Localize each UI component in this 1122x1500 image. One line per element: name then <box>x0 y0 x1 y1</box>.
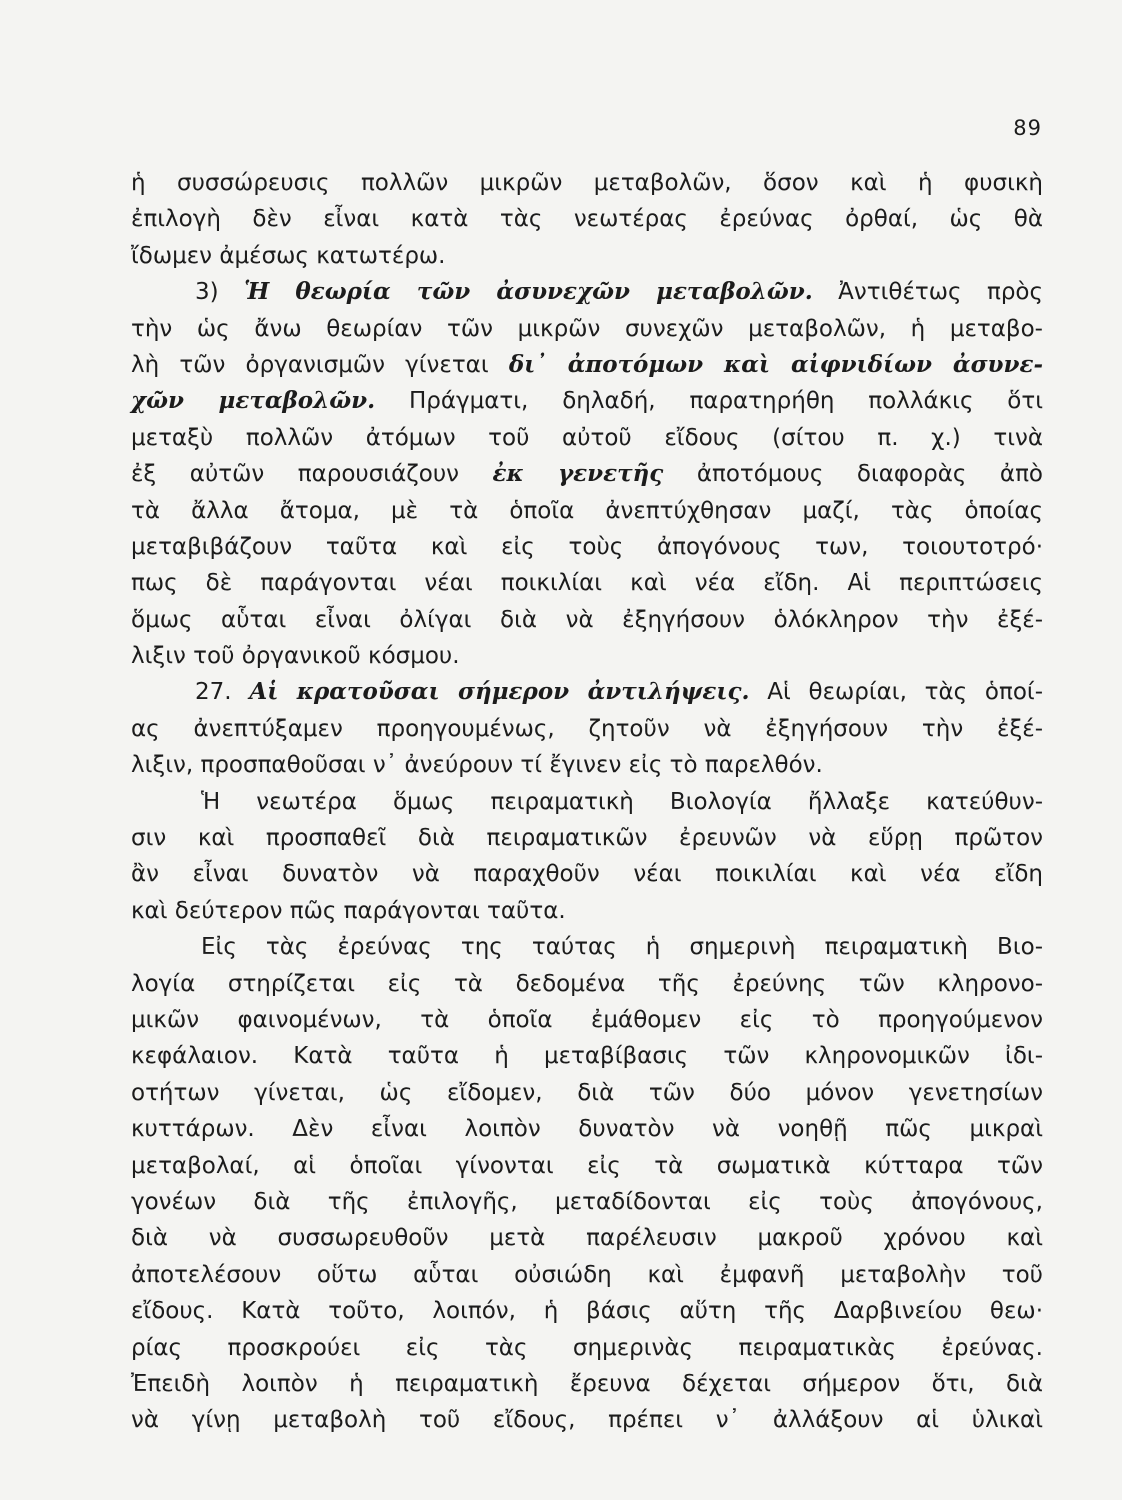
text-run: μεταβιβάζουν ταῦτα καὶ εἰς τοὺς ἀπογόνους των, τοιουτοτρό· <box>131 533 1043 560</box>
text-run: ὅμως αὗται εἶναι ὀλίγαι διὰ νὰ ἐξηγήσουν ὁλόκληρον τὴν ἐξέ- <box>131 606 1043 633</box>
text-line <box>131 274 1043 310</box>
text-line <box>131 1148 1043 1184</box>
text-line <box>131 1330 1043 1366</box>
text-run: ἀποτόμους διαφορὰς ἀπὸ <box>663 461 1043 488</box>
text-run: γονέων διὰ τῆς ἐπιλογῆς, μεταδίδονται εἰς τοὺς ἀπογόνους, <box>131 1188 1043 1215</box>
text-run: 3) <box>195 279 245 306</box>
text-run: τὴν ὡς ἄνω θεωρίαν τῶν μικρῶν συνεχῶν μεταβολῶν, ἡ μεταβο- <box>131 315 1043 342</box>
text-run: διὰ νὰ συσσωρευθοῦν μετὰ παρέλευσιν μακροῦ χρόνου καὶ <box>131 1225 1043 1252</box>
text-line <box>131 784 1043 820</box>
body-text <box>131 165 1043 1439</box>
text-line <box>131 674 1043 710</box>
text-run: 27. <box>195 679 250 706</box>
text-line <box>131 201 1043 237</box>
text-line <box>131 893 1043 929</box>
text-run: Ἀντιθέτως πρὸς <box>812 279 1043 306</box>
text-run: ἴδωμεν ἀμέσως κατωτέρω. <box>131 242 446 269</box>
text-line <box>131 383 1043 419</box>
text-run: Ἐπειδὴ λοιπὸν ἡ πειραματικὴ ἔρευνα δέχεται σήμερον ὅτι, διὰ <box>131 1370 1043 1397</box>
text-run: μεταβολαί, αἱ ὁποῖαι γίνονται εἰς τὰ σωματικὰ κύτταρα τῶν <box>131 1152 1043 1179</box>
text-line <box>131 1293 1043 1329</box>
text-line <box>131 1184 1043 1220</box>
text-run: λὴ τῶν ὀργανισμῶν γίνεται <box>131 351 509 378</box>
text-run: ας ἀνεπτύξαμεν προηγουμένως, ζητοῦν νὰ ἐξηγήσουν τὴν ἐξέ- <box>131 715 1043 742</box>
text-line <box>131 165 1043 201</box>
text-line <box>131 966 1043 1002</box>
text-line <box>131 856 1043 892</box>
text-line <box>131 1002 1043 1038</box>
text-line <box>131 1366 1043 1402</box>
text-line <box>131 238 1043 274</box>
text-run: ρίας προσκρούει εἰς τὰς σημερινὰς πειραματικὰς ἐρεύνας. <box>131 1334 1043 1361</box>
text-run: Εἰς τὰς ἐρεύνας της ταύτας ἡ σημερινὴ πειραματικὴ Βιο- <box>201 934 1043 961</box>
text-line <box>131 456 1043 492</box>
text-line <box>131 311 1043 347</box>
text-run: λιξιν τοῦ ὀργανικοῦ κόσμου. <box>131 643 460 670</box>
text-line <box>131 493 1043 529</box>
bold-italic-phrase: ἐκ γενετῆς <box>492 460 664 488</box>
text-line <box>131 1038 1043 1074</box>
text-line <box>131 565 1043 601</box>
text-line <box>131 529 1043 565</box>
text-run: ἐπιλογὴ δὲν εἶναι κατὰ τὰς νεωτέρας ἐρεύνας ὀρθαί, ὡς θὰ <box>131 206 1043 233</box>
text-run: τὰ ἄλλα ἄτομα, μὲ τὰ ὁποῖα ἀνεπτύχθησαν μαζί, τὰς ὁποίας <box>131 497 1043 524</box>
text-run: Ἡ νεωτέρα ὅμως πειραματικὴ Βιολογία ἤλλαξε κατεύθυν- <box>201 788 1043 815</box>
text-run: λιξιν, προσπαθοῦσαι ν᾽ ἀνεύρουν τί ἔγινεν εἰς τὸ παρελθόν. <box>131 752 823 779</box>
text-run: μεταξὺ πολλῶν ἀτόμων τοῦ αὐτοῦ εἴδους (σίτου π. χ.) τινὰ <box>131 424 1043 451</box>
text-line <box>131 602 1043 638</box>
text-line <box>131 347 1043 383</box>
text-line <box>131 1402 1043 1438</box>
text-line <box>131 1111 1043 1147</box>
text-line <box>131 711 1043 747</box>
bold-italic-phrase: Αἱ κρατοῦσαι σήμερον ἀντιλήψεις. <box>249 678 750 706</box>
text-run: καὶ δεύτερον πῶς παράγονται ταῦτα. <box>131 897 566 924</box>
bold-italic-phrase: δι᾽ ἀποτόμων καὶ αἰφνιδίων ἀσυνε- <box>508 350 1044 378</box>
text-run: κεφάλαιον. Κατὰ ταῦτα ἡ μεταβίβασις τῶν κληρονομικῶν ἰδι- <box>131 1043 1043 1070</box>
text-run: Πράγματι, δηλαδή, παρατηρήθη πολλάκις ὅτι <box>375 388 1043 415</box>
text-run: ἐξ αὐτῶν παρουσιάζουν <box>131 461 493 488</box>
text-run: Αἱ θεωρίαι, τὰς ὁποί- <box>749 679 1043 706</box>
text-line <box>131 747 1043 783</box>
bold-italic-phrase: χῶν μεταβολῶν. <box>131 387 376 415</box>
text-run: πως δὲ παράγονται νέαι ποικιλίαι καὶ νέα εἴδη. Αἱ περιπτώσεις <box>131 570 1043 597</box>
text-run: κυττάρων. Δὲν εἶναι λοιπὸν δυνατὸν νὰ νοηθῇ πῶς μικραὶ <box>131 1116 1043 1143</box>
text-line <box>131 929 1043 965</box>
text-run: λογία στηρίζεται εἰς τὰ δεδομένα τῆς ἐρεύνης τῶν κληρονο- <box>131 970 1043 997</box>
text-line <box>131 1220 1043 1256</box>
page-number: 89 <box>1013 116 1042 140</box>
text-line <box>131 1257 1043 1293</box>
text-run: οτήτων γίνεται, ὡς εἴδομεν, διὰ τῶν δύο μόνον γενετησίων <box>131 1079 1043 1106</box>
text-line <box>131 638 1043 674</box>
text-line <box>131 1075 1043 1111</box>
text-line <box>131 820 1043 856</box>
text-run: σιν καὶ προσπαθεῖ διὰ πειραματικῶν ἐρευνῶν νὰ εὕρῃ πρῶτον <box>131 825 1043 852</box>
text-run: νὰ γίνῃ μεταβολὴ τοῦ εἴδους, πρέπει ν᾽ ἀλλάξουν αἱ ὑλικαὶ <box>131 1407 1043 1434</box>
text-line <box>131 420 1043 456</box>
text-run: ἡ συσσώρευσις πολλῶν μικρῶν μεταβολῶν, ὅσον καὶ ἡ φυσικὴ <box>131 170 1043 196</box>
text-run: μικῶν φαινομένων, τὰ ὁποῖα ἐμάθομεν εἰς τὸ προηγούμενον <box>131 1006 1043 1033</box>
text-run: εἴδους. Κατὰ τοῦτο, λοιπόν, ἡ βάσις αὕτη τῆς Δαρβινείου θεω· <box>131 1298 1043 1325</box>
text-run: ἂν εἶναι δυνατὸν νὰ παραχθοῦν νέαι ποικιλίαι καὶ νέα εἴδη <box>131 861 1043 888</box>
bold-italic-phrase: Ἡ θεωρία τῶν ἀσυνεχῶν μεταβολῶν. <box>244 278 813 306</box>
text-run: ἀποτελέσουν οὕτω αὗται οὐσιώδη καὶ ἐμφανῆ μεταβολὴν τοῦ <box>131 1261 1043 1288</box>
